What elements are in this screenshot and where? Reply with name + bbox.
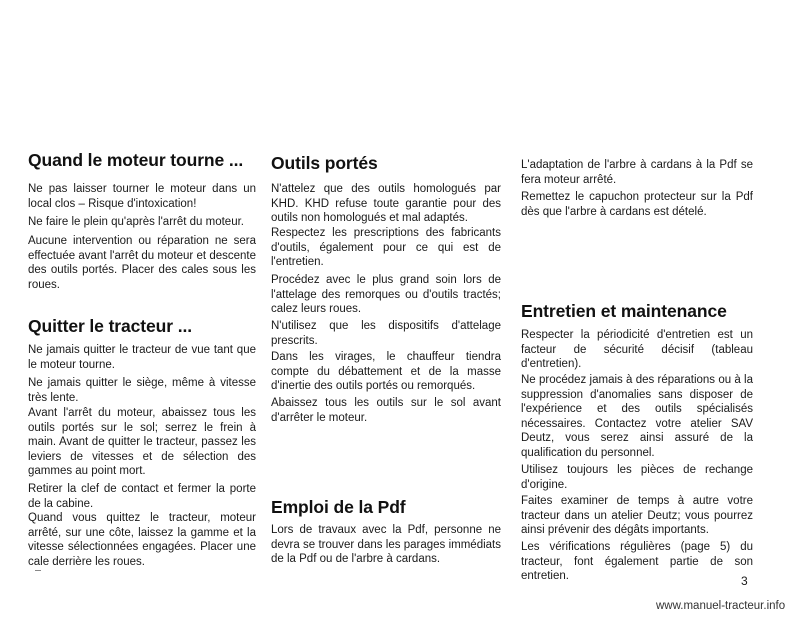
- heading-quitter-tracteur: Quitter le tracteur ...: [28, 316, 192, 336]
- paragraph: Procédez avec le plus grand soin lors de l'attelage des remorques ou d'outils tractés; calez leurs roues.: [271, 274, 501, 315]
- paragraph: Dans les virages, le chauffeur tiendra compte du débattement et de la masse d'inertie des outils portés ou remorqués.: [271, 351, 501, 392]
- heading-emploi-pdf: Emploi de la Pdf: [271, 497, 406, 517]
- paragraph: N'utilisez que les dispositifs d'attelage prescrits.: [271, 320, 501, 347]
- paragraph: Respecter la périodicité d'entretien est un facteur de sécurité décisif (tableau d'entretien).: [521, 329, 753, 370]
- paragraph: Ne jamais quitter le tracteur de vue tant que le moteur tourne.: [28, 344, 256, 371]
- paragraph: Retirer la clef de contact et fermer la porte de la cabine.: [28, 483, 256, 510]
- paragraph: Ne jamais quitter le siège, même à vitesse très lente.: [28, 377, 256, 404]
- paragraph: Les vérifications régulières (page 5) du tracteur, font également partie de son entretien.: [521, 541, 753, 582]
- heading-moteur-tourne: Quand le moteur tourne ...: [28, 150, 244, 170]
- paragraph: Avant l'arrêt du moteur, abaissez tous les outils portés sur le sol; serrez le frein à main. Avant de quitter le tracteur, passez les leviers de vitesses et de sélection des gammes au point mort.: [28, 407, 256, 477]
- heading-outils-portes: Outils portés: [271, 153, 378, 173]
- paragraph: Respectez les prescriptions des fabricants d'outils, également pour ce qui est de l'entretien.: [271, 227, 501, 268]
- paragraph: L'adaptation de l'arbre à cardans à la Pdf se fera moteur arrêté.: [521, 159, 753, 186]
- footer-website: www.manuel-tracteur.info: [656, 600, 786, 612]
- paragraph: Utilisez toujours les pièces de rechange d'origine.: [521, 464, 753, 491]
- heading-entretien-maintenance: Entretien et maintenance: [521, 301, 727, 321]
- paragraph: N'attelez que des outils homologués par KHD. KHD refuse toute garantie pour des outils non homologués et mal adaptés.: [271, 183, 501, 224]
- paragraph: Faites examiner de temps à autre votre tracteur dans un atelier Deutz; vous pourrez ainsi prévenir des dégâts importants.: [521, 495, 753, 536]
- print-mark: [35, 570, 41, 571]
- paragraph: Lors de travaux avec la Pdf, personne ne devra se trouver dans les parages immédiats de la Pdf ou de l'arbre à cardans.: [271, 524, 501, 565]
- paragraph: Ne pas laisser tourner le moteur dans un local clos – Risque d'intoxication!: [28, 183, 256, 210]
- page-number: 3: [741, 574, 748, 588]
- paragraph: Ne procédez jamais à des réparations ou à la suppression d'anomalies sans disposer de l'expérience et des outils spécialisés nécessaires. Contactez votre atelier SAV Deutz, vous serez ainsi assuré de la qualification du personnel.: [521, 374, 753, 459]
- paragraph: Remettez le capuchon protecteur sur la Pdf dès que l'arbre à cardans est dételé.: [521, 191, 753, 218]
- paragraph: Aucune intervention ou réparation ne sera effectuée avant l'arrêt du moteur et descente des outils portés. Placer des cales sous les roues.: [28, 235, 256, 291]
- paragraph: Ne faire le plein qu'après l'arrêt du moteur.: [28, 216, 244, 228]
- paragraph: Quand vous quittez le tracteur, moteur arrêté, sur une côte, laissez la gamme et la vitesse sélectionnées engagées. Placer une cale derrière les roues.: [28, 512, 256, 568]
- paragraph: Abaissez tous les outils sur le sol avant d'arrêter le moteur.: [271, 397, 501, 424]
